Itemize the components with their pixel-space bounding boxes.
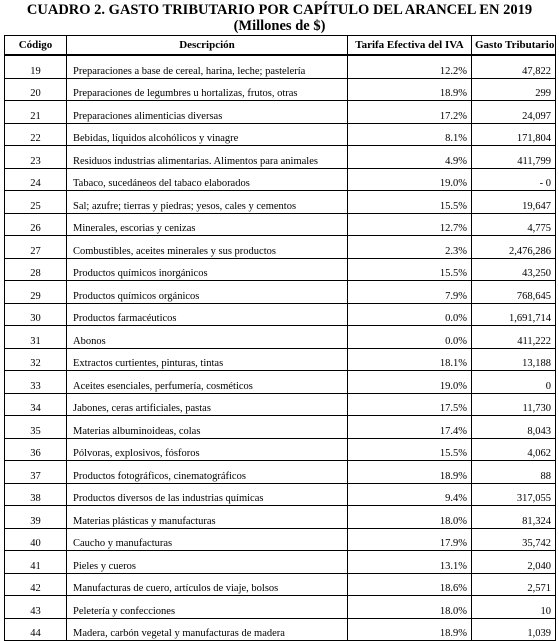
- cell-description: Jabones, ceras artificiales, pastas: [67, 393, 348, 416]
- cell-amount: 768,645: [472, 281, 556, 304]
- cell-amount: 4,062: [472, 438, 556, 461]
- table-row: [5, 506, 556, 529]
- cell-code: 19: [5, 55, 67, 78]
- table-row: [5, 191, 556, 214]
- cell-code: 42: [5, 573, 67, 596]
- cell-amount: 2,476,286: [472, 236, 556, 259]
- cell-amount: 1,039: [472, 618, 556, 641]
- cell-rate: 17.2%: [348, 101, 472, 124]
- cell-code: 36: [5, 438, 67, 461]
- cell-description: Combustibles, aceites minerales y sus productos: [67, 236, 348, 259]
- table-row: [5, 551, 556, 574]
- cell-code: 44: [5, 618, 67, 641]
- table-body: [5, 55, 556, 641]
- cell-description: Productos diversos de las industrias químicas: [67, 483, 348, 506]
- header-row: [5, 36, 556, 56]
- cell-code: 27: [5, 236, 67, 259]
- cell-description: Productos químicos orgánicos: [67, 281, 348, 304]
- cell-code: 22: [5, 123, 67, 146]
- header-description: Descripción: [67, 36, 348, 56]
- cell-amount: 317,055: [472, 483, 556, 506]
- cell-rate: 0.0%: [348, 326, 472, 349]
- table-row: [5, 168, 556, 191]
- cell-rate: 19.0%: [348, 168, 472, 191]
- cell-amount: 171,804: [472, 123, 556, 146]
- table-row: [5, 528, 556, 551]
- cell-description: Productos químicos inorgánicos: [67, 258, 348, 281]
- cell-description: Preparaciones de legumbres u hortalizas, frutos, otras: [67, 78, 348, 101]
- cell-code: 31: [5, 326, 67, 349]
- tax-expenditure-table: [4, 35, 556, 641]
- table-row: [5, 348, 556, 371]
- cell-rate: 17.9%: [348, 528, 472, 551]
- cell-code: 41: [5, 551, 67, 574]
- table-row: [5, 416, 556, 439]
- cell-amount: 2,040: [472, 551, 556, 574]
- cell-code: 32: [5, 348, 67, 371]
- table-header: [5, 36, 556, 56]
- cell-code: 29: [5, 281, 67, 304]
- cell-description: Materias plásticas y manufacturas: [67, 506, 348, 529]
- table-row: [5, 146, 556, 169]
- cell-code: 35: [5, 416, 67, 439]
- cell-amount: 19,647: [472, 191, 556, 214]
- cell-rate: 18.6%: [348, 573, 472, 596]
- cell-rate: 18.9%: [348, 78, 472, 101]
- cell-rate: 8.1%: [348, 123, 472, 146]
- cell-description: Abonos: [67, 326, 348, 349]
- cell-code: 24: [5, 168, 67, 191]
- cell-description: Extractos curtientes, pinturas, tintas: [67, 348, 348, 371]
- cell-amount: 2,571: [472, 573, 556, 596]
- table-row: [5, 213, 556, 236]
- cell-code: 39: [5, 506, 67, 529]
- cell-description: Minerales, escorias y cenizas: [67, 213, 348, 236]
- cell-description: Residuos industrias alimentarias. Alimentos para animales: [67, 146, 348, 169]
- cell-code: 28: [5, 258, 67, 281]
- header-rate: Tarifa Efectiva del IVA: [348, 36, 472, 56]
- document: [4, 2, 555, 641]
- cell-rate: 9.4%: [348, 483, 472, 506]
- cell-amount: 299: [472, 78, 556, 101]
- cell-amount: 43,250: [472, 258, 556, 281]
- cell-rate: 18.0%: [348, 506, 472, 529]
- cell-code: 26: [5, 213, 67, 236]
- cell-description: Manufacturas de cuero, artículos de viaje, bolsos: [67, 573, 348, 596]
- cell-rate: 0.0%: [348, 303, 472, 326]
- cell-amount: 411,222: [472, 326, 556, 349]
- cell-description: Sal; azufre; tierras y piedras; yesos, cales y cementos: [67, 191, 348, 214]
- cell-code: 40: [5, 528, 67, 551]
- table-row: [5, 461, 556, 484]
- table-row: [5, 326, 556, 349]
- cell-amount: 88: [472, 461, 556, 484]
- document-subtitle: (Millones de $): [233, 18, 326, 34]
- cell-rate: 4.9%: [348, 146, 472, 169]
- cell-description: Preparaciones alimenticias diversas: [67, 101, 348, 124]
- table-row: [5, 393, 556, 416]
- cell-description: Pieles y cueros: [67, 551, 348, 574]
- cell-code: 20: [5, 78, 67, 101]
- table-row: [5, 123, 556, 146]
- table-row: [5, 258, 556, 281]
- cell-rate: 17.4%: [348, 416, 472, 439]
- cell-description: Caucho y manufacturas: [67, 528, 348, 551]
- cell-amount: 1,691,714: [472, 303, 556, 326]
- cell-rate: 15.5%: [348, 438, 472, 461]
- cell-code: 34: [5, 393, 67, 416]
- cell-rate: 12.2%: [348, 55, 472, 78]
- cell-rate: 18.0%: [348, 596, 472, 619]
- cell-rate: 18.1%: [348, 348, 472, 371]
- table-row: [5, 618, 556, 641]
- cell-code: 38: [5, 483, 67, 506]
- cell-code: 33: [5, 371, 67, 394]
- cell-amount: 4,775: [472, 213, 556, 236]
- cell-amount: 47,822: [472, 55, 556, 78]
- cell-rate: 2.3%: [348, 236, 472, 259]
- cell-code: 43: [5, 596, 67, 619]
- cell-rate: 19.0%: [348, 371, 472, 394]
- table-row: [5, 236, 556, 259]
- table-row: [5, 281, 556, 304]
- table-row: [5, 573, 556, 596]
- cell-rate: 12.7%: [348, 213, 472, 236]
- cell-amount: 35,742: [472, 528, 556, 551]
- cell-code: 21: [5, 101, 67, 124]
- cell-rate: 15.5%: [348, 258, 472, 281]
- document-title: CUADRO 2. GASTO TRIBUTARIO POR CAPÍTULO DEL ARANCEL EN 2019: [26, 2, 533, 18]
- table-row: [5, 101, 556, 124]
- table-row: [5, 483, 556, 506]
- cell-description: Productos farmacéuticos: [67, 303, 348, 326]
- cell-description: Bebidas, líquidos alcohólicos y vinagre: [67, 123, 348, 146]
- table-row: [5, 78, 556, 101]
- cell-description: Productos fotográficos, cinematográficos: [67, 461, 348, 484]
- table-row: [5, 303, 556, 326]
- cell-code: 25: [5, 191, 67, 214]
- table-row: [5, 438, 556, 461]
- cell-description: Pólvoras, explosivos, fósforos: [67, 438, 348, 461]
- cell-description: Aceites esenciales, perfumería, cosméticos: [67, 371, 348, 394]
- cell-amount: 24,097: [472, 101, 556, 124]
- cell-amount: 81,324: [472, 506, 556, 529]
- table-row: [5, 371, 556, 394]
- cell-description: Materias albuminoideas, colas: [67, 416, 348, 439]
- cell-amount: 10: [472, 596, 556, 619]
- cell-amount: - 0: [472, 168, 556, 191]
- cell-rate: 15.5%: [348, 191, 472, 214]
- cell-rate: 18.9%: [348, 461, 472, 484]
- cell-rate: 18.9%: [348, 618, 472, 641]
- cell-description: Preparaciones a base de cereal, harina, leche; pastelería: [67, 55, 348, 78]
- cell-rate: 17.5%: [348, 393, 472, 416]
- cell-description: Madera, carbón vegetal y manufacturas de madera: [67, 618, 348, 641]
- table-row: [5, 596, 556, 619]
- cell-amount: 0: [472, 371, 556, 394]
- cell-code: 30: [5, 303, 67, 326]
- header-code: Código: [5, 36, 67, 56]
- cell-rate: 13.1%: [348, 551, 472, 574]
- cell-description: Tabaco, sucedáneos del tabaco elaborados: [67, 168, 348, 191]
- cell-amount: 8,043: [472, 416, 556, 439]
- cell-code: 23: [5, 146, 67, 169]
- cell-code: 37: [5, 461, 67, 484]
- table-row: [5, 55, 556, 78]
- cell-amount: 13,188: [472, 348, 556, 371]
- cell-amount: 411,799: [472, 146, 556, 169]
- cell-amount: 11,730: [472, 393, 556, 416]
- header-amount: Gasto Tributario: [472, 36, 556, 56]
- cell-description: Peletería y confecciones: [67, 596, 348, 619]
- cell-rate: 7.9%: [348, 281, 472, 304]
